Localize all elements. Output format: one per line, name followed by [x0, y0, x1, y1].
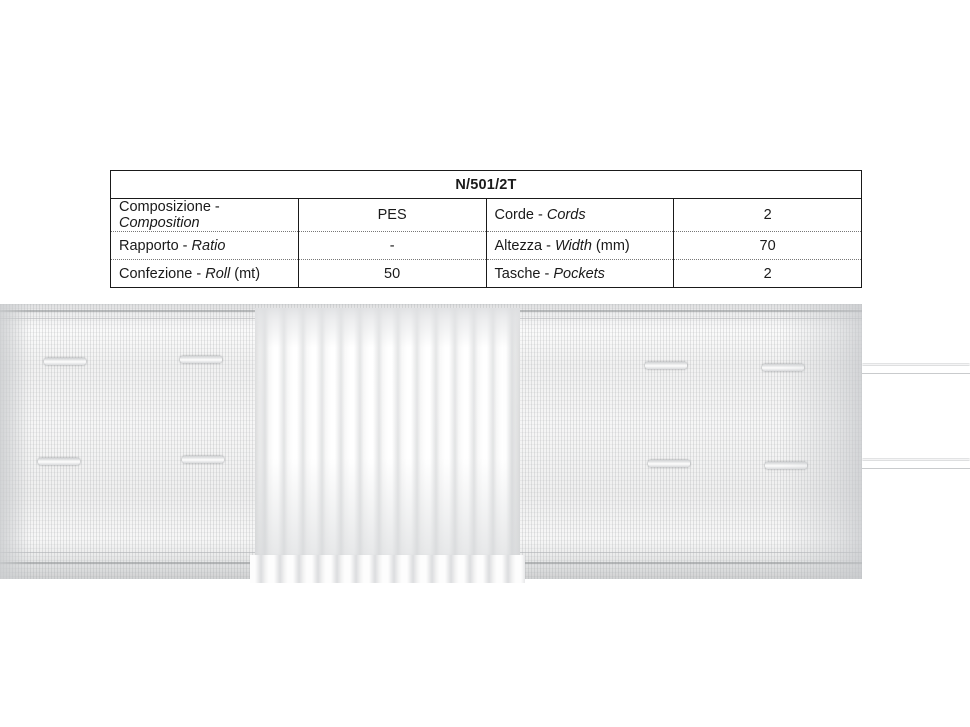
row-1-value2: 70 — [674, 232, 862, 260]
table-row — [111, 232, 862, 260]
pocket-slit — [648, 460, 690, 467]
pocket-slit — [645, 362, 687, 369]
row-1-label2-it: Altezza — [494, 237, 543, 254]
row-1-label-it: Rapporto — [119, 237, 179, 254]
pocket-slit — [38, 458, 80, 465]
row-2-label2-it: Tasche — [494, 265, 541, 282]
spec-table-container — [110, 170, 862, 288]
row-0-label2-it: Corde — [494, 207, 534, 223]
specification-table — [110, 170, 862, 288]
row-2-value: 50 — [298, 260, 486, 288]
cord-upper-shadow — [862, 373, 970, 374]
pleated-section — [255, 308, 520, 570]
row-0-label2-en: Cords — [546, 207, 586, 223]
row-0-label-sep: - — [210, 199, 220, 215]
row-0-value2: 2 — [674, 199, 862, 232]
row-2-label-unit: (mt) — [230, 265, 261, 282]
pocket-slit — [182, 456, 224, 463]
row-1-label2-sep: - — [542, 237, 555, 254]
row-0-label-en: Composition — [119, 215, 200, 231]
row-1-label2-en: Width — [554, 237, 592, 254]
row-2-label2 — [486, 260, 674, 288]
row-1-label — [111, 232, 299, 260]
table-title-row — [111, 171, 862, 199]
row-0-label2-sep: - — [534, 207, 547, 223]
pleat-shading — [255, 308, 520, 570]
photo-right-vignette — [782, 304, 862, 579]
pocket-slit — [44, 358, 86, 365]
row-1-label2-unit: (mm) — [591, 237, 630, 254]
pocket-slit — [180, 356, 222, 363]
row-0-label-it: Composizione — [119, 199, 211, 215]
product-code-title: N/501/2T — [111, 171, 862, 199]
product-photo — [0, 300, 970, 583]
row-0-value: PES — [298, 199, 486, 232]
cord-lower-shadow — [862, 468, 970, 469]
row-1-label2 — [486, 232, 674, 260]
row-2-label2-en: Pockets — [553, 265, 605, 282]
cord-upper — [862, 363, 970, 366]
row-2-label — [111, 260, 299, 288]
row-1-value: - — [298, 232, 486, 260]
photo-left-vignette — [0, 304, 30, 579]
row-2-label2-sep: - — [540, 265, 554, 282]
cord-lower — [862, 458, 970, 461]
row-2-label-sep: - — [192, 265, 206, 282]
row-2-label-en: Roll — [205, 265, 231, 282]
pleat-bottom-scallop — [250, 555, 525, 583]
row-0-label — [111, 199, 299, 232]
row-0-label2 — [486, 199, 674, 232]
row-1-label-sep: - — [178, 237, 192, 254]
table-row — [111, 199, 862, 232]
row-2-label-it: Confezione — [119, 265, 193, 282]
table-row — [111, 260, 862, 288]
row-2-value2: 2 — [674, 260, 862, 288]
row-1-label-en: Ratio — [191, 237, 226, 254]
